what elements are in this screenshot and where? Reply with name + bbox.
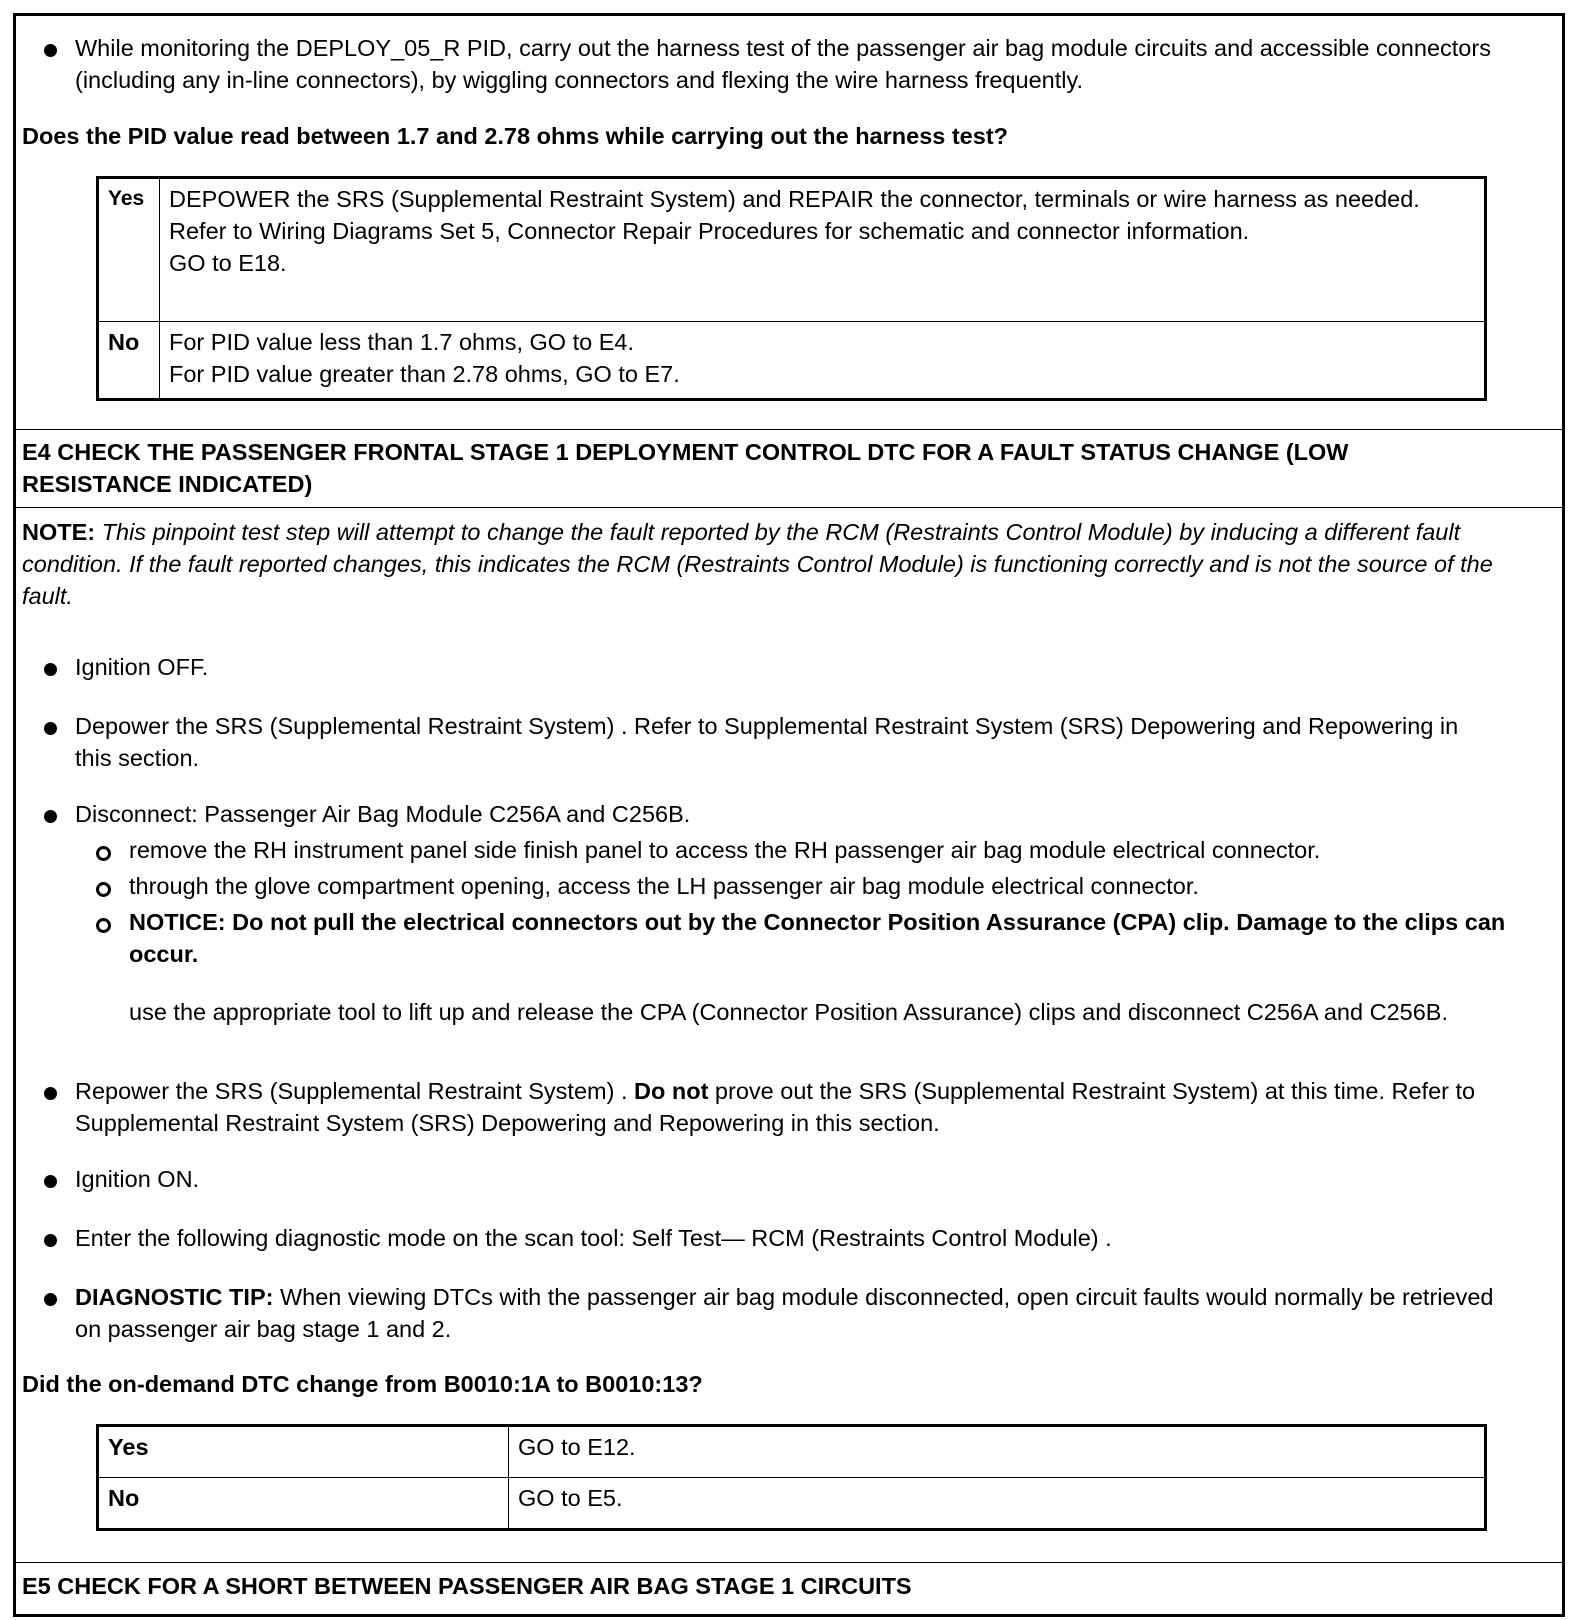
divider — [16, 1562, 1562, 1563]
e5-heading: E5 CHECK FOR A SHORT BETWEEN PASSENGER AIR BAG STAGE 1 CIRCUITS — [22, 1573, 912, 1599]
note-block — [22, 516, 1542, 612]
yes-label: Yes — [98, 1426, 509, 1478]
table-row-no — [98, 1478, 1486, 1530]
no-line-2: For PID value greater than 2.78 ohms, GO to E7. — [169, 361, 680, 387]
repower-text-c: prove out the SRS (Supplemental Restraint System) at this time. Refer to Supplemental Restraint System (SRS) Depowering and Repowering in this section. — [75, 1078, 1476, 1136]
yes-line-2: Refer to Wiring Diagrams Set 5, Connector Repair Procedures for schematic and connector information. — [169, 218, 1250, 244]
divider — [16, 429, 1562, 430]
bullet-icon — [44, 1087, 57, 1100]
step-self-test: Enter the following diagnostic mode on the scan tool: Self Test— RCM (Restraints Control Module) . — [75, 1225, 1112, 1251]
result-table-pid — [96, 176, 1487, 401]
no-label: No — [98, 1478, 509, 1530]
bullet-icon — [44, 44, 57, 57]
step-ignition-off: Ignition OFF. — [75, 654, 209, 680]
divider — [16, 507, 1562, 508]
yes-action — [160, 178, 1486, 322]
e4-heading: E4 CHECK THE PASSENGER FRONTAL STAGE 1 DEPLOYMENT CONTROL DTC FOR A FAULT STATUS CHANGE (LOW RESISTANCE INDICATED) — [22, 439, 1349, 497]
note-text: This pinpoint test step will attempt to change the fault reported by the RCM (Restraints Control Module) by inducing a different fault condition. If the fault reported changes, this indicates the RCM (Restraints Control Module) is functioning correctly and is not the source of the fault. — [22, 519, 1493, 609]
tip-label: DIAGNOSTIC TIP: — [75, 1284, 274, 1310]
bullet-icon — [44, 663, 57, 676]
repower-text-a: Repower the SRS (Supplemental Restraint System) . — [75, 1078, 635, 1104]
no-action — [160, 322, 1486, 400]
no-label: No — [98, 322, 160, 400]
substep-rh-panel: remove the RH instrument panel side finish panel to access the RH passenger air bag module electrical connector. — [129, 837, 1321, 863]
bullet-harness-test: While monitoring the DEPLOY_05_R PID, carry out the harness test of the passenger air bag module circuits and accessible connectors (including any in-line connectors), by wiggling connectors and flexing the wire harness frequently. — [75, 35, 1491, 93]
bullet-icon — [44, 1293, 57, 1306]
substep-notice: NOTICE: Do not pull the electrical connectors out by the Connector Position Assurance (CPA) clip. Damage to the clips can occur. — [129, 909, 1506, 967]
step-repower — [75, 1075, 1515, 1139]
question-pid-value: Does the PID value read between 1.7 and 2.78 ohms while carrying out the harness test? — [22, 123, 1009, 149]
result-table-dtc — [96, 1424, 1487, 1531]
question-dtc-change: Did the on-demand DTC change from B0010:1A to B0010:13? — [22, 1371, 703, 1397]
bullet-icon — [44, 1234, 57, 1247]
substep-glove-compartment: through the glove compartment opening, access the LH passenger air bag module electrical connector. — [129, 873, 1199, 899]
bullet-icon — [44, 1175, 57, 1188]
step-disconnect: Disconnect: Passenger Air Bag Module C256A and C256B. — [75, 801, 691, 827]
table-row-no — [98, 322, 1486, 400]
yes-label: Yes — [98, 178, 160, 322]
sub-bullet-icon — [96, 882, 111, 897]
bullet-icon — [44, 722, 57, 735]
no-value: GO to E5. — [509, 1478, 1486, 1530]
step-depower: Depower the SRS (Supplemental Restraint System) . Refer to Supplemental Restraint System (SRS) Depowering and Repowering in this section. — [75, 713, 1459, 771]
sub-bullet-icon — [96, 918, 111, 933]
table-row-yes — [98, 1426, 1486, 1478]
table-row-yes — [98, 178, 1486, 322]
yes-line-1: DEPOWER the SRS (Supplemental Restraint System) and REPAIR the connector, terminals or wire harness as needed. — [169, 186, 1420, 212]
tip-text: When viewing DTCs with the passenger air bag module disconnected, open circuit faults would normally be retrieved on passenger air bag stage 1 and 2. — [75, 1284, 1494, 1342]
document-frame — [13, 13, 1565, 1617]
yes-line-3: GO to E18. — [169, 250, 287, 276]
yes-value: GO to E12. — [509, 1426, 1486, 1478]
repower-do-not: Do not — [634, 1078, 709, 1104]
step-ignition-on: Ignition ON. — [75, 1166, 200, 1192]
substep-cpa-clips: use the appropriate tool to lift up and release the CPA (Connector Position Assurance) clips and disconnect C256A and C256B. — [129, 999, 1448, 1025]
no-line-1: For PID value less than 1.7 ohms, GO to E4. — [169, 329, 634, 355]
bullet-icon — [44, 810, 57, 823]
note-label: NOTE: — [22, 519, 96, 545]
step-diagnostic-tip — [75, 1281, 1515, 1345]
sub-bullet-icon — [96, 846, 111, 861]
